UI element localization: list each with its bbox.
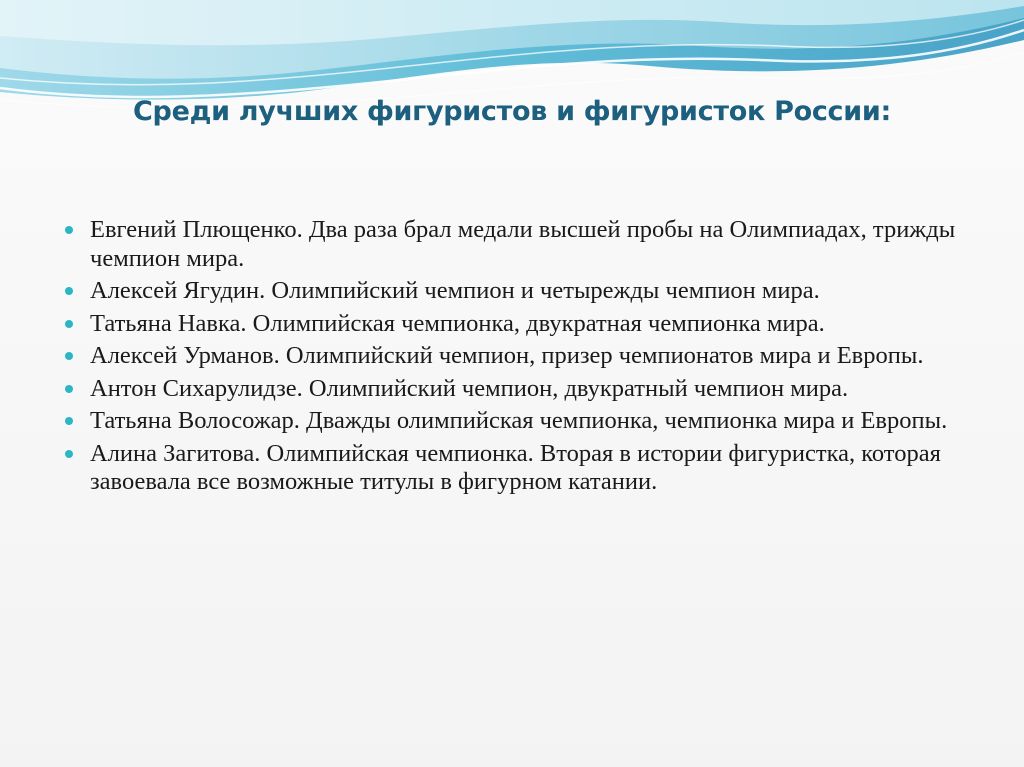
list-item-text: Антон Сихарулидзе. Олимпийский чемпион, двукратный чемпион мира.	[90, 374, 849, 402]
bullet-dot-icon	[65, 226, 73, 234]
bullet-dot-icon	[65, 352, 73, 360]
list-item-text: Евгений Плющенко. Два раза брал медали высшей пробы на Олимпиадах, трижды чемпион мира.	[90, 216, 956, 272]
bullet-list	[62, 216, 962, 501]
bullet-dot-icon	[65, 417, 73, 425]
list-item	[62, 277, 962, 306]
list-item-text: Алексей Ягудин. Олимпийский чемпион и четырежды чемпион мира.	[90, 277, 820, 304]
bullet-dot-icon	[65, 320, 73, 328]
list-item-text: Татьяна Волосожар. Дважды олимпийская чемпионка, чемпионка мира и Европы.	[90, 407, 948, 434]
bullet-dot-icon	[65, 450, 73, 458]
list-item	[62, 342, 962, 371]
list-item	[62, 375, 962, 404]
slide-title: Среди лучших фигуристов и фигуристок России:	[133, 96, 891, 127]
list-item-text: Алина Загитова. Олимпийская чемпионка. Вторая в истории фигуристка, которая завоевала все возможные титулы в фигурном катании.	[90, 439, 941, 495]
list-item-text: Татьяна Навка. Олимпийская чемпионка, двукратная чемпионка мира.	[90, 309, 825, 337]
list-item	[62, 440, 962, 497]
list-item-text: Алексей Урманов. Олимпийский чемпион, призер чемпионатов мира и Европы.	[90, 342, 924, 369]
bullet-dot-icon	[65, 385, 73, 393]
list-item	[62, 407, 962, 436]
list-item	[62, 310, 962, 339]
list-item	[62, 216, 962, 273]
bullet-dot-icon	[65, 287, 73, 295]
